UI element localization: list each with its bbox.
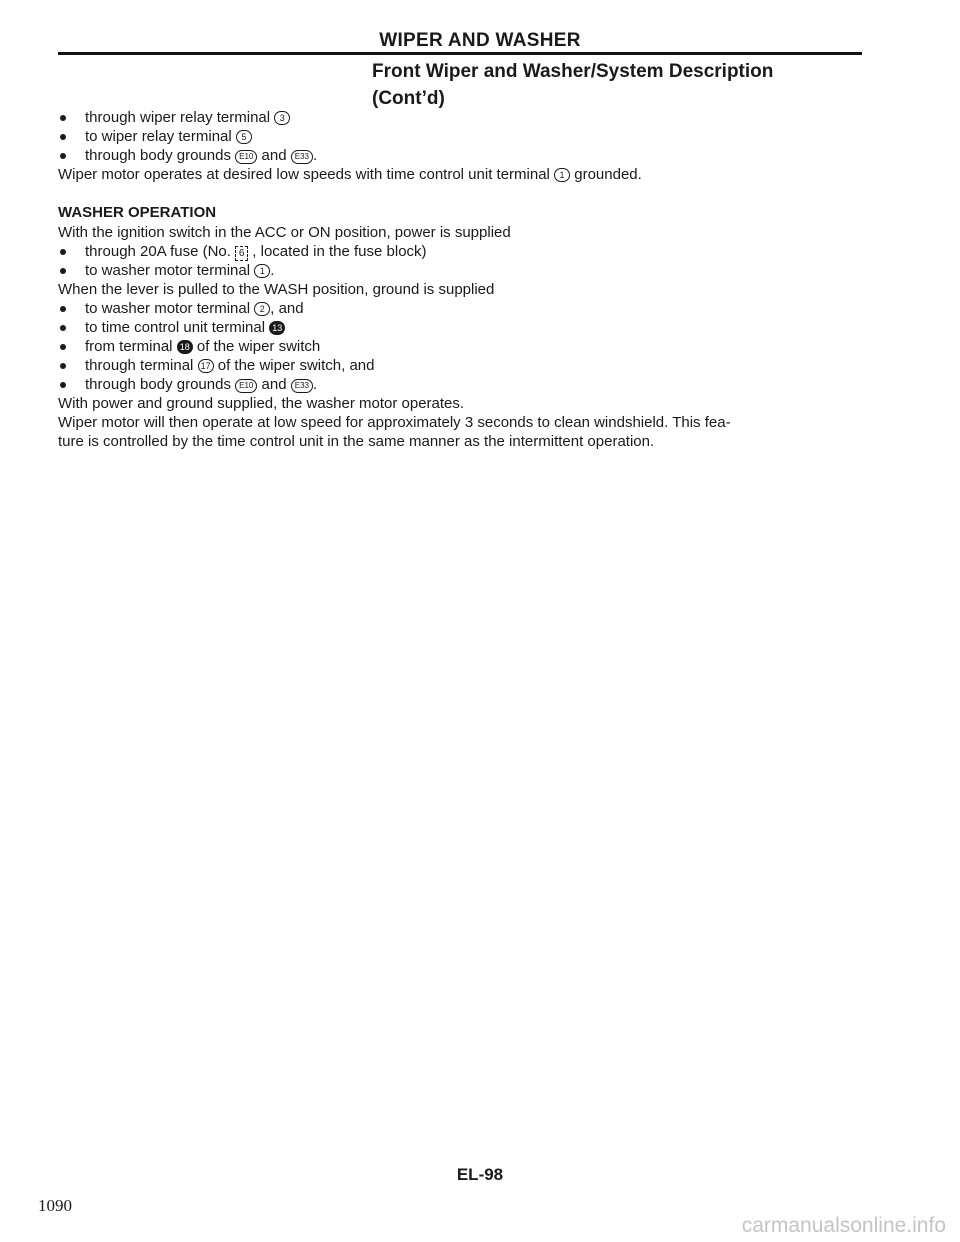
terminal-marker: 5 [236, 130, 252, 144]
fuse-number-marker: 6 [235, 246, 248, 261]
terminal-marker: 1 [254, 264, 270, 278]
bullet-item [58, 242, 858, 261]
bullet-item [58, 108, 858, 127]
document-body [58, 108, 858, 451]
punctuation: . [312, 376, 318, 393]
bullet-text: of the wiper switch [196, 338, 321, 355]
paragraph: With power and ground supplied, the washer motor operates. [58, 395, 465, 412]
ground-marker: E33 [291, 150, 313, 164]
paragraph-text: Wiper motor operates at desired low speeds with time control unit terminal [58, 166, 550, 183]
punctuation: . [270, 262, 275, 279]
bullet-item [58, 318, 858, 337]
bullet-item [58, 375, 858, 394]
ground-marker: E10 [235, 150, 257, 164]
bullet-item [58, 299, 858, 318]
terminal-marker: 2 [254, 302, 270, 316]
bullet-text: of the wiper switch, and [217, 357, 375, 374]
bullet-text: to time control unit terminal [85, 319, 266, 336]
bullet-text: through 20A fuse (No. [85, 243, 231, 260]
section-title-line-1: Front Wiper and Washer/System Description [372, 61, 774, 82]
bullet-item [58, 337, 858, 356]
header-rule [58, 52, 862, 55]
bullet-text: to washer motor terminal [85, 262, 251, 279]
watermark: carmanualsonline.info [741, 1214, 946, 1237]
bullet-text: to wiper relay terminal [85, 128, 232, 145]
punctuation: . [312, 147, 318, 164]
ground-marker: E33 [291, 379, 313, 393]
bullet-item [58, 127, 858, 146]
bullet-text: through body grounds [85, 376, 231, 393]
terminal-marker: 13 [269, 321, 285, 335]
page-number: 1090 [38, 1196, 72, 1215]
header-title: WIPER AND WASHER [379, 30, 581, 51]
paragraph: ture is controlled by the time control unit in the same manner as the intermittent operation. [58, 433, 655, 450]
terminal-marker: 3 [274, 111, 290, 125]
paragraph [58, 165, 858, 184]
bullet-text: , located in the fuse block) [252, 243, 427, 260]
bullet-text: , and [270, 300, 304, 317]
bullet-text: through terminal [85, 357, 194, 374]
terminal-marker: 17 [198, 359, 214, 373]
ground-marker: E10 [235, 379, 257, 393]
paragraph: Wiper motor will then operate at low speed for approximately 3 seconds to clean windshield. This fea- [58, 414, 731, 431]
bullet-item [58, 261, 858, 280]
conjunction-text: and [261, 376, 287, 393]
terminal-marker: 18 [177, 340, 193, 354]
paragraph: With the ignition switch in the ACC or ON position, power is supplied [58, 224, 511, 241]
bullet-text: through body grounds [85, 147, 231, 164]
bullet-item [58, 146, 858, 165]
paragraph: When the lever is pulled to the WASH position, ground is supplied [58, 281, 495, 298]
washer-operation-heading: WASHER OPERATION [58, 204, 217, 221]
bullet-item [58, 356, 858, 375]
terminal-marker: 1 [554, 168, 570, 182]
paragraph-text: grounded. [574, 166, 642, 183]
section-title-line-2: (Cont’d) [372, 88, 445, 109]
conjunction-text: and [261, 147, 287, 164]
section-title [372, 58, 852, 112]
bullet-text: through wiper relay terminal [85, 109, 271, 126]
page-code: EL-98 [456, 1165, 504, 1184]
bullet-text: from terminal [85, 338, 173, 355]
bullet-text: to washer motor terminal [85, 300, 251, 317]
